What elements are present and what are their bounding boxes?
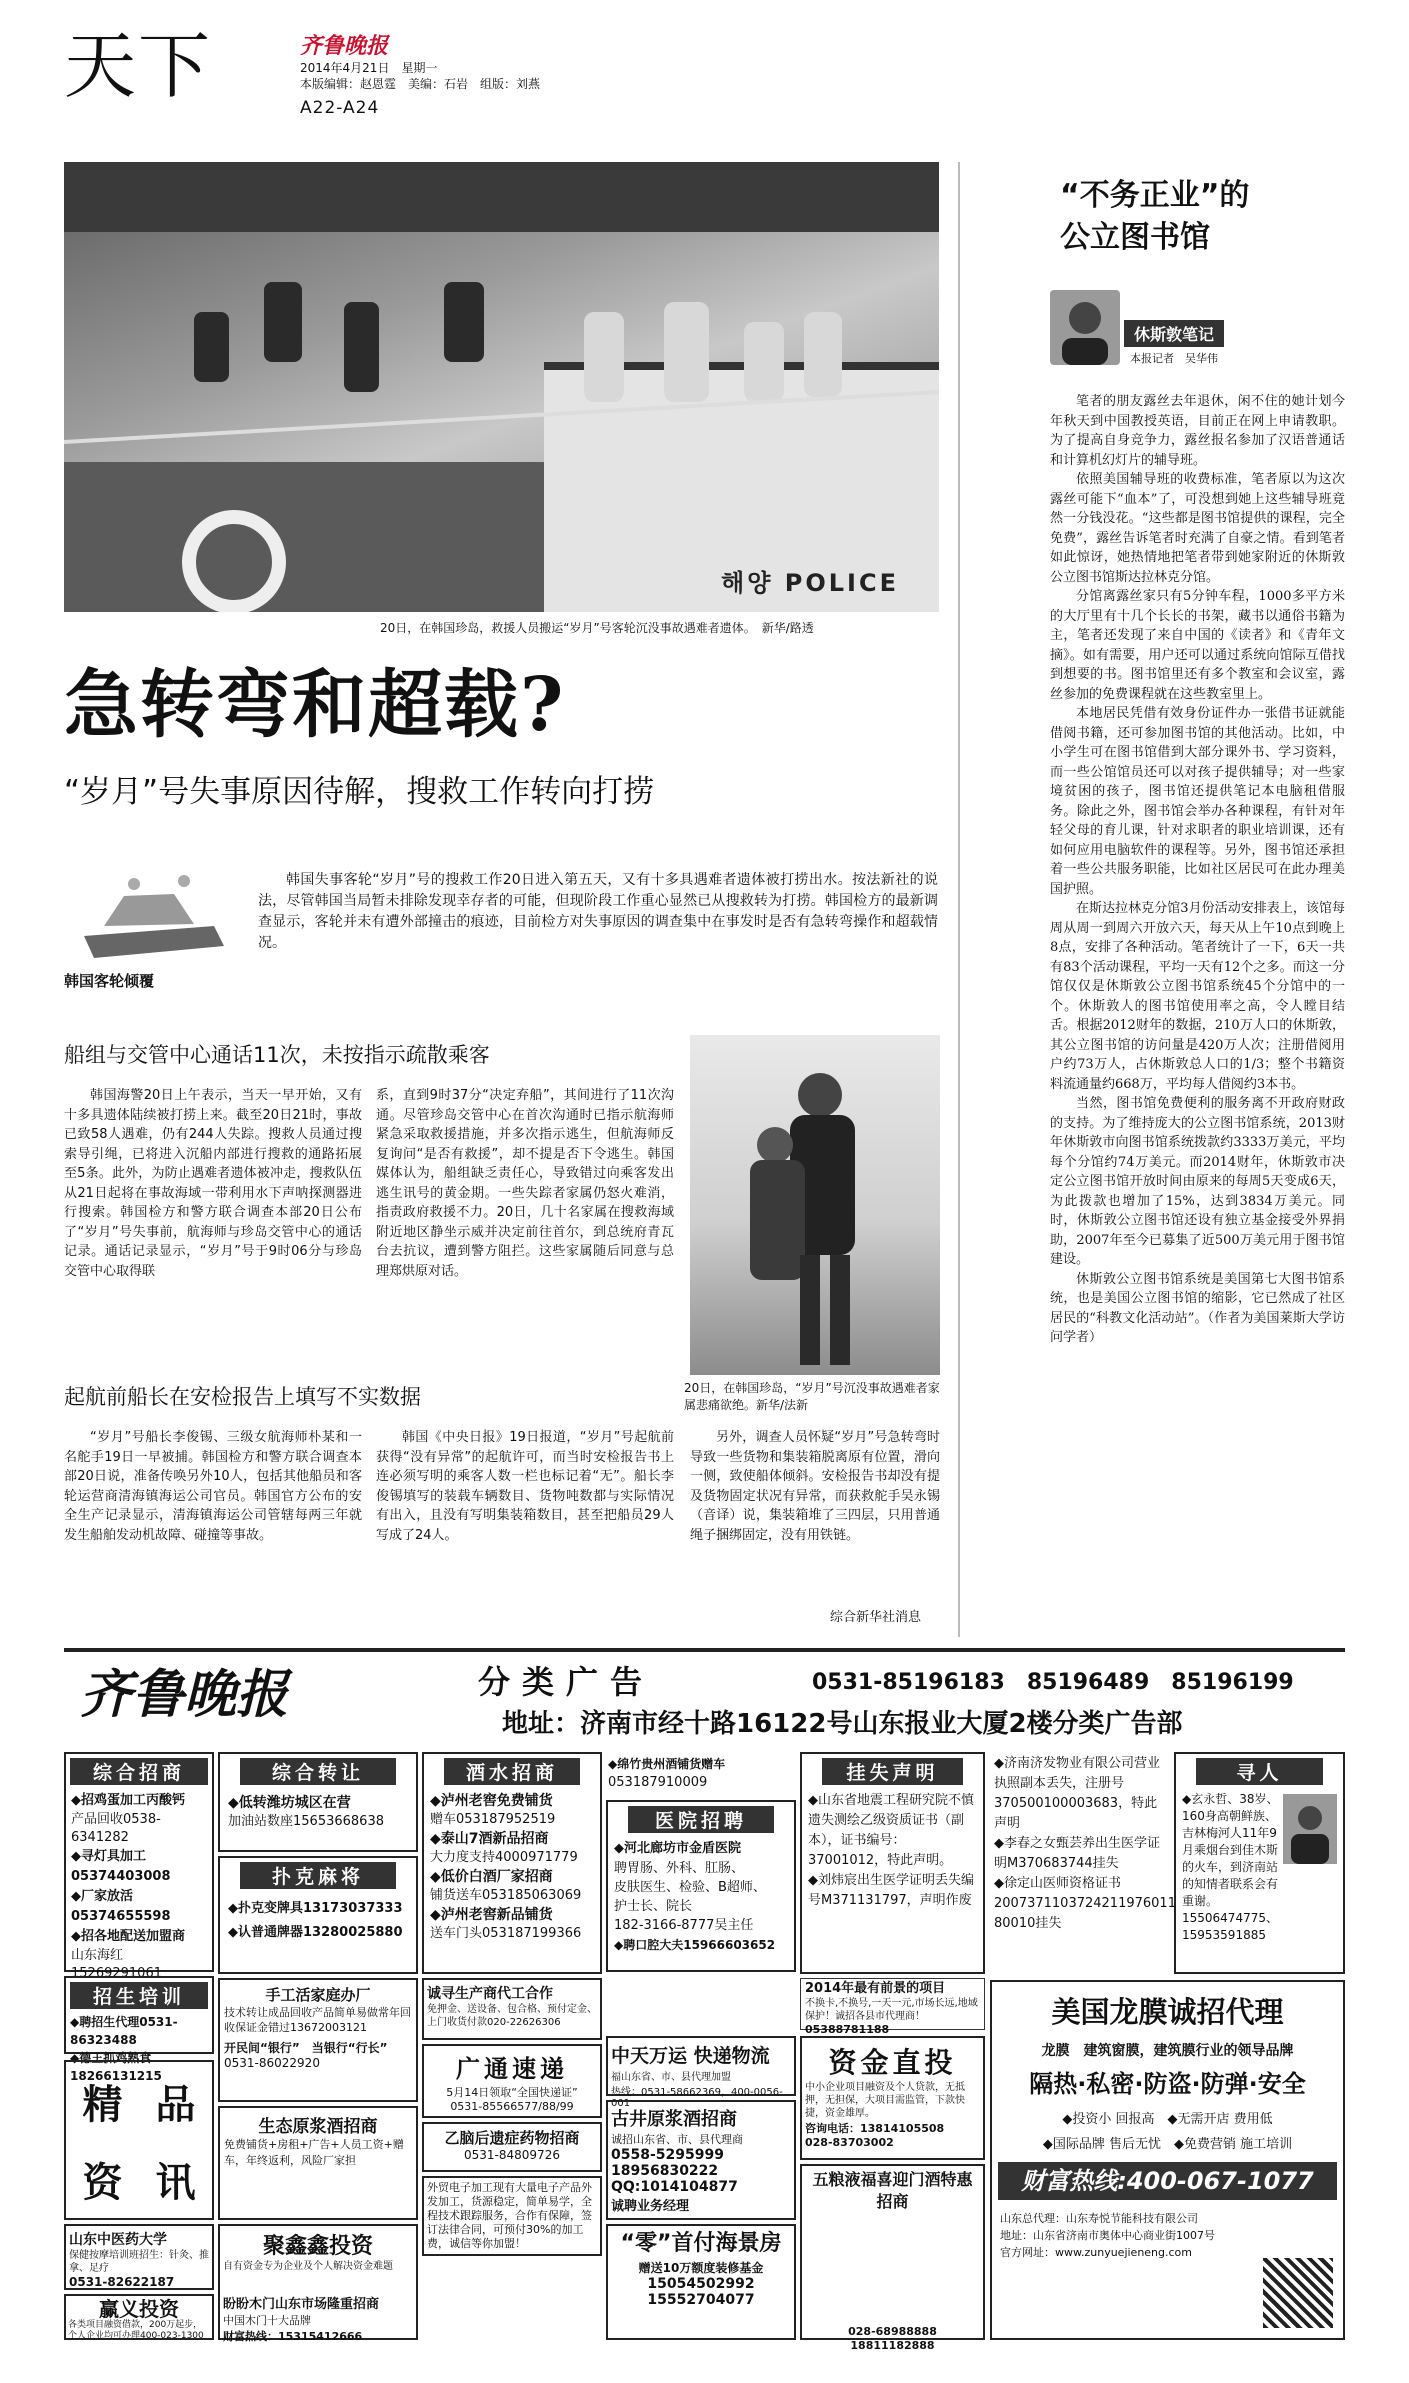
ad-line: ◆徐定山医师资格证书2007371103724211976011 80010挂失 <box>994 1876 1176 1931</box>
section2-col3: 另外，调查人员怀疑“岁月”号急转弯时导致一些货物和集装箱脱离原有位置，滑向一侧，致使船体倾斜。安检报告书却没有提及货物固定状况有异常，而获救舵手吴永锡（音译）说，集装箱堆了三四层，只用普通绳子捆绑固定，没有用铁链。 <box>690 1430 940 1543</box>
ad-line: 自有资金专为企业及个人解决资金难题 <box>223 2261 393 2272</box>
ad-guangtong <box>422 2044 602 2118</box>
section2-source: 综合新华社消息 <box>830 1610 922 1625</box>
ad-juxinxin <box>218 2224 418 2343</box>
ad-title: 资金直投 <box>828 2046 957 2079</box>
avatar-icon <box>1050 290 1120 365</box>
family-photo <box>690 1035 940 1375</box>
ad-mid-top <box>608 1754 796 1792</box>
editors-line: 本版编辑：赵恩霆 美编：石岩 组版：刘燕 <box>300 77 541 91</box>
ad-line: ◆玄永哲、38岁、160身高朝鲜族、吉林梅河人11年9月乘烟台到佳木斯的火车，到济南站的知情者联系会有重谢。15506474775、15953591885 <box>1182 1792 1279 1942</box>
ad-line: 中国木门十大品牌 <box>223 2314 311 2327</box>
ad-title: 2014年最有前景的项目 <box>805 1981 946 1996</box>
rescue-scene-illustration <box>64 162 939 612</box>
section2-heading: 起航前船长在安检报告上填写不实数据 <box>64 1385 421 1409</box>
ad-line: 山东海红15269291061 <box>71 1948 162 1981</box>
page-range: A22-A24 <box>300 98 380 118</box>
missing-person-photo <box>1283 1794 1337 1864</box>
ad-line: 182-3166-8777吴主任 <box>614 1918 754 1933</box>
ad-line: 大力度支持4000971779 <box>430 1850 578 1865</box>
ad-line: 028-83703002 <box>805 2136 894 2149</box>
right-column-body <box>1050 392 1345 1348</box>
ad-line: 保健按摩培训班招生：针灸、推拿、足疗 <box>69 2250 209 2274</box>
right-title-line1: “不务正业”的 <box>1060 178 1250 213</box>
ad-title: 广通速递 <box>456 2055 568 2083</box>
ad-yinao <box>422 2122 602 2172</box>
right-paragraph: 分馆离露丝家只有5分钟车程，1000多平方米的大厅里有十几个长长的书架，藏书以通俗书籍为主，笔者还发现了来自中国的《读者》和《青年文摘》。如有需要，用户还可以通过系统向馆际互借找到想要的书。图书馆里还有多个教室和会议室，露丝参加的免费课程就在这些教室里上。 <box>1050 589 1345 702</box>
ad-line: ◆招各地配送加盟商 <box>71 1929 185 1944</box>
ad-hotline: 财富热线:400-067-1077 <box>998 2162 1337 2200</box>
column-divider <box>958 162 960 1637</box>
ad-hospital <box>606 1800 796 1972</box>
column-name-badge: 休斯敦笔记 <box>1124 320 1224 347</box>
ad-kuaidi <box>606 2036 796 2109</box>
ad-title: 招生培训 <box>70 1982 208 2009</box>
ad-line: ◆河北廊坊市金盾医院 <box>614 1841 741 1856</box>
ad-line: ◆李春之女甄芸养出生医学证明M370683744挂失 <box>994 1836 1160 1871</box>
ad-title: 酒水招商 <box>444 1758 580 1785</box>
headline-title: 急转弯和超载? <box>64 662 566 748</box>
right-paragraph: 休斯敦公立图书馆系统是美国第七大图书馆系统，也是美国公立图书馆的缩影，它已然成了社区居民的“科教文化活动站”。（作者为美国莱斯大学访问学者） <box>1050 1271 1345 1345</box>
ad-line: 15054502992 <box>647 2276 755 2292</box>
ad-title: 手工活家庭办厂 <box>265 1986 371 2004</box>
right-paragraph: 在斯达拉林克分馆3月份活动安排表上，该馆每周从周一到周六开放六天，每天从上午10点到晚上8点，安排了各种活动。笔者统计了一下，6天一共有83个活动课程，平均一天有12个之多。而这一分馆仅仅是休斯敦公立图书馆系统45个分馆中的一个。休斯敦人的图书馆使用率之高，令人瞠目结舌。根据2012财年的数据，210万人口的休斯敦，其公立图书馆的访问量是420万人次；注册借阅用户约73万人，占休斯敦总人口的1/3；整个书籍资料流通量约668万，平均每人借阅约3本书。 <box>1050 901 1345 1092</box>
ad-address: 地址：济南市经十路16122号山东报业大厦2楼分类广告部 <box>502 1709 1183 1739</box>
ad-title: 盼盼木门山东市场隆重招商 <box>223 2297 380 2312</box>
ad-char: 资 <box>82 2159 123 2206</box>
inset-label: 韩国客轮倾覆 <box>64 972 155 990</box>
ad-line: 财富热线：15315412666 <box>223 2330 363 2343</box>
ad-title: 扑克麻将 <box>240 1862 396 1889</box>
ad-wuliangye <box>800 2164 985 2352</box>
ad-title: 生态原浆酒招商 <box>258 2117 378 2137</box>
ad-line: ◆绵竹贵州酒铺货赠车 <box>608 1757 726 1771</box>
ad-title: 五粮液福喜迎门酒特惠招商 <box>812 2170 973 2211</box>
ad-line: 聘胃肠、外科、肛肠、 <box>614 1861 745 1876</box>
section1-col1: 韩国海警20日上午表示，当天一早开始，又有十多具遗体陆续被打捞上来。截至20日21时，事故已致58人遇难，仍有244人失踪。搜救人员通过搜索导引绳，已将进入沉船内部进行搜救的通路拓展至5条。此外，为防止遇难者遗体被冲走，搜救队伍从21日起将在事故海域一带利用水下声呐探测器进行搜索。韩国检方和警方联合调查本部20日公布了“岁月”号失事前，航海师与珍岛交管中心的通话记录。通话记录显示，“岁月”号于9时06分与珍岛交管中心取得联 <box>64 1088 362 1279</box>
ad-liquor <box>422 1752 602 1974</box>
ad-zijin <box>800 2036 985 2160</box>
ad-title: 赢义投资 <box>99 2297 179 2321</box>
section1-col2: 系，直到9时37分“决定弃船”，其间进行了11次沟通。尽管珍岛交管中心在首次沟通时已指示航海师紧急采取救援措施，并多次指示逃生，但航海师反复询问“是否有救援”，却不提是否下令逃生。韩国媒体认为，船组缺乏责任心，导致错过向乘客发出逃生讯号的黄金期。一些失踪者家属仍怒火难消，指责政府救援不力。20日，几十名家属在搜救海域附近地区静坐示威并决定前往首尔，到总统府青瓦台去抗议，遭到警方阻拦。这些家属随后同意与总理郑烘原对话。 <box>376 1088 674 1279</box>
ad-line: 护士长、院长 <box>614 1899 693 1914</box>
ad-handwork <box>218 1978 418 2102</box>
ad-logo: 齐鲁晚报 <box>80 1664 289 1725</box>
right-paragraph: 当然，图书馆免费便利的服务离不开政府财政的支持。为了维持庞大的公立图书馆系统，2013财年休斯敦市向图书馆系统拨款约3333万美元，平均每个分馆约74万美元。而2014财年，休斯敦市决定公立图书馆开放时间由原来的每周5天变成6天，为此拨款也增加了15%，达到3834万美元。同时，休斯敦公立图书馆还设有独立基金接受外界捐助，2007年至今已募集了近500万美元用于图书馆建设。 <box>1050 1096 1345 1267</box>
ad-training <box>64 1976 214 2083</box>
ad-title: 开民间“银行” 当银行“行长” <box>224 2041 388 2055</box>
ad-line: 加油站数座15653668638 <box>228 1814 384 1829</box>
ad-waimao <box>422 2176 602 2256</box>
ad-line: ◆投资小 回报高 ◆无需开店 费用低 <box>1062 2112 1273 2127</box>
section1-heading: 船组与交管中心通话11次，未按指示疏散乘客 <box>64 1043 490 1067</box>
ad-title: 综合招商 <box>70 1758 208 1785</box>
ad-line: 赠车053187952519 <box>430 1812 556 1827</box>
ad-line: 赠送10万额度装修基金 <box>638 2261 764 2275</box>
ad-line: 诚聘业务经理 <box>611 2199 690 2214</box>
ad-line: 铺货送车053185063069 <box>430 1888 582 1903</box>
ad-title: 聚鑫鑫投资 <box>262 2234 373 2259</box>
ad-line: 送车门头053187199366 <box>430 1926 582 1941</box>
ad-line: ◆国际品牌 售后无忧 ◆免费营销 施工培训 <box>1042 2137 1293 2152</box>
ad-title: 医院招聘 <box>628 1806 774 1833</box>
ad-title: 中天万运 快递物流 <box>611 2045 770 2067</box>
ad-line: ◆厂家放活05374655598 <box>71 1889 171 1924</box>
ad-zero-downpayment <box>606 2224 796 2340</box>
ad-line: 0558-5295999 <box>611 2147 724 2163</box>
ad-recruit <box>64 1752 214 1981</box>
ad-line: 地址：山东省济南市奥体中心商业街1007号 <box>1000 2229 1215 2242</box>
section2-col2: 韩国《中央日报》19日报道，“岁月”号起航前获得“没有异常”的起航许可，而当时安检报告书上连必须写明的乘客人数一栏也标记着“无”。船长李俊锡填写的装载车辆数目、货物吨数都与实际情况有出入，且没有写明集装箱数目，甚至把船员29人写成了24人。 <box>376 1430 674 1543</box>
ad-missing-person <box>1174 1752 1345 1974</box>
ad-line: 产品回收0538-6341282 <box>71 1812 161 1845</box>
paper-logo: 齐鲁晚报 <box>300 33 389 59</box>
ad-zhongyi <box>64 2224 214 2290</box>
section2-col1: “岁月”号船长李俊锡、三级女航海师朴某和一名舵手19日一早被捕。韩国检方和警方联合调查本部20日说，准备传唤另外10人，包括其他船员和客轮运营商清海镇海运公司官员。韩国官方公布的安全生产记录显示，清海镇海运公司管辖每两三年就发生船舶发动机故障、碰撞等事故。 <box>64 1430 362 1543</box>
ad-lost-notice <box>800 1752 985 1974</box>
ad-line: 中小企业项目融资及个人贷款，无抵押，无担保，大项目需监管，下款快捷，资金雄厚。 <box>805 2082 965 2119</box>
ad-title: 山东中医药大学 <box>69 2232 167 2248</box>
ad-line: ◆聘口腔大夫15966603652 <box>614 1938 776 1952</box>
ad-line: ◆泰山7酒新品招商 <box>430 1831 549 1847</box>
ad-longmo <box>990 1980 1345 2340</box>
ad-char: 精 <box>82 2081 123 2128</box>
person-icon <box>1283 1794 1337 1864</box>
ad-line: 技术转让成品回收产品简单易做常年回收保证金错过13672003121 <box>224 2006 411 2034</box>
right-paragraph: 本地居民凭借有效身份证件办一张借书证就能借阅书籍，还可参加图书馆的其他活动。比如，中小学生可在图书馆借到大部分课外书、学习资料，而一些公馆馆员还可以对孩子提供辅导；对一些家境贫困的孩子，图书馆还提供笔记本电脑租借服务。除此之外，图书馆会举办各种课程，有针对年轻父母的育儿课，针对求职者的职业培训课，还有如何应用电脑软件的课程等。另外，图书馆还承担着一些公共服务职能，比如社区居民可在此办理美国护照。 <box>1050 706 1345 897</box>
ad-ecology <box>218 2106 418 2220</box>
inset-graphic <box>64 866 244 996</box>
right-paragraph: 笔者的朋友露丝去年退休，闲不住的她计划今年秋天到中国教授英语，目前正在网上申请教职。为了提高自身竞争力，露丝报名参加了汉语普通话和计算机幻灯片的辅导班。 <box>1050 394 1345 468</box>
ad-title: “零”首付海景房 <box>620 2231 782 2256</box>
ad-lost-notice-2 <box>990 1752 1176 1974</box>
ad-transfer <box>218 1752 418 1852</box>
ad-line: 各类项目融资借款，200万起步，个人企业均可办理400-023-1300 <box>68 2320 204 2341</box>
ad-top-rule <box>64 1648 1345 1652</box>
ad-line: 龙膜 建筑窗膜，建筑膜行业的领导品牌 <box>1041 2043 1294 2059</box>
ad-jingpin <box>64 2060 214 2220</box>
right-title-line2: 公立图书馆 <box>1060 220 1210 255</box>
ad-line: 山东总代理：山东寿悦节能科技有限公司 <box>1000 2212 1198 2225</box>
ad-line: 咨询电话：13814105508 <box>805 2122 945 2135</box>
ad-line: 热线：0531-58662369，400-0056-001 <box>611 2087 783 2109</box>
headline-subtitle: “岁月”号失事原因待解，搜救工作转向打捞 <box>64 774 655 810</box>
ad-line: 053187910009 <box>608 1775 708 1790</box>
right-paragraph: 依照美国辅导班的收费标准，笔者原以为这次露丝可能下“血本”了，可没想到她上这些辅导班竟然一分钱没花。“这些都是图书馆提供的课程，完全免费”，露丝告诉笔者时充满了自豪之情。看到笔者如此惊讶，她热情地把笔者带到她家附近的休斯敦公立图书馆斯达拉林克分馆。 <box>1050 472 1345 585</box>
ad-line: ◆泸州老窖免费铺货 <box>430 1793 553 1809</box>
main-photo <box>64 162 939 612</box>
section-header <box>64 26 294 106</box>
ad-line: ◆济南济发物业有限公司营业执照副本丢失，注册号370500100003683，特此声明 <box>994 1756 1160 1831</box>
capsized-ship-icon <box>64 866 244 966</box>
ad-line: ◆聘招生代理0531-86323488 <box>70 2015 178 2047</box>
ad-line: 不换卡,不换号,一天一元,市场长远,地域保护！诚招各县市代理商！ <box>805 1998 978 2022</box>
ad-title: 古井原浆酒招商 <box>611 2109 737 2130</box>
header-meta <box>300 32 660 120</box>
ad-title: 寻人 <box>1196 1758 1323 1785</box>
ad-project <box>800 1978 985 2036</box>
ad-line: ◆刘炜宸出生医学证明丢失编号M371131797，声明作废 <box>808 1873 974 1908</box>
ad-line: 免费铺货+房租+广告+人员工资+赠车，年终返利，风险厂家担 <box>224 2138 404 2167</box>
ad-line: 0531-84809726 <box>464 2148 560 2162</box>
ad-chengdao <box>422 1978 602 2040</box>
ad-line: ◆招鸡蛋加工丙酸钙 <box>71 1793 185 1808</box>
ad-title: 综合转让 <box>240 1758 396 1785</box>
ad-title: 美国龙膜诚招代理 <box>1051 1995 1284 2029</box>
ad-char: 讯 <box>155 2159 196 2206</box>
ad-line: 福山东省、市、县代理加盟 <box>611 2072 731 2083</box>
ad-yingyi <box>64 2294 214 2340</box>
ad-longmo-contact <box>992 2210 1242 2261</box>
ad-mahjong <box>218 1856 418 1974</box>
section-title: 天下 <box>64 24 213 108</box>
ad-line: 皮肤医生、检验、B超师、 <box>614 1880 766 1895</box>
lead-paragraph: 韩国失事客轮“岁月”号的搜救工作20日进入第五天，又有十多具遇难者遗体被打捞出水。按法新社的说法，尽管韩国当局暂未排除发现幸存者的可能，但现阶段工作重心显然已从搜救转为打捞。韩国检方的最新调查显示，客轮并未有遭外部撞击的痕迹，目前检方对失事原因的调查集中在事发时是否有急转弯操作和超载情况。 <box>258 872 938 951</box>
ad-gujing <box>606 2100 796 2220</box>
police-marking: 해양 POLICE <box>721 569 899 597</box>
main-photo-caption: 20日，在韩国珍岛，救援人员搬运“岁月”号客轮沉没事故遇难者遗体。 新华/路透 <box>380 621 814 635</box>
ad-line: ◆泸州老窖新品铺货 <box>430 1907 553 1923</box>
ad-phones: 0531-85196183 85196489 85196199 <box>812 1670 1294 1695</box>
qr-code-icon <box>1263 2258 1333 2328</box>
family-photo-caption: 20日，在韩国珍岛，“岁月”号沉没事故遇难者家属悲痛欲绝。新华/法新 <box>684 1381 940 1412</box>
ad-line: 诚招山东省、市、县代理商 <box>611 2133 743 2146</box>
ad-line: 5月14日领取“全国快递证” <box>446 2086 578 2099</box>
grieving-family-illustration <box>690 1035 940 1375</box>
ad-line: ◆山东省地震工程研究院不慎遗失测绘乙级资质证书（副本），证书编号：37001012，特此声明。 <box>808 1793 974 1868</box>
ad-line: ◆扑克变牌具13173037333 <box>228 1901 403 1916</box>
ad-line: QQ:1014104877 <box>611 2179 738 2195</box>
ad-line: 隔热·私密·防盗·防弹·安全 <box>1029 2070 1306 2098</box>
ad-line: 0531-86022920 <box>224 2056 320 2070</box>
ad-line: 15552704077 <box>647 2292 755 2308</box>
ad-section-title: 分类广告 <box>478 1663 655 1701</box>
ad-line: 0531-82622187 <box>69 2275 175 2289</box>
date-line: 2014年4月21日 星期一 <box>300 61 438 75</box>
reporter-line: 本报记者 吴华伟 <box>1130 352 1218 365</box>
ad-line: 外贸电子加工现有大量电子产品外发加工，货源稳定，简单易学，全程技术跟踪服务，合作有保障，签订法律合同，可预付30%的加工费，诚信等你加盟！ <box>427 2181 592 2250</box>
ad-line: 官方网址：www.zunyuejieneng.com <box>1000 2246 1193 2259</box>
reporter-avatar <box>1050 290 1120 365</box>
ad-line: ◆低价白酒厂家招商 <box>430 1869 553 1885</box>
ad-line: 0531-85566577/88/99 <box>450 2100 574 2113</box>
ad-line: 028-68988888 18811182888 <box>848 2325 948 2352</box>
ad-line: ◆认普通牌器13280025880 <box>228 1925 403 1940</box>
ad-line: 05388781188 <box>805 2023 890 2036</box>
ad-title: 乙脑后遗症药物招商 <box>444 2129 580 2147</box>
ad-line: ◆德王抓鸡熟食18266131215 <box>70 2051 162 2083</box>
ad-char: 品 <box>155 2081 196 2128</box>
ad-line: 免押金、送设备、包合格、预付定金、上门收货付款020-22626306 <box>427 2004 597 2028</box>
ad-line: ◆寻灯具加工05374403008 <box>71 1849 171 1884</box>
ad-title: 诚寻生产商代工合作 <box>427 1986 553 2002</box>
ad-line: ◆低转潍坊城区在营 <box>228 1795 351 1811</box>
ad-title: 挂失声明 <box>822 1758 963 1785</box>
ad-line: 18956830222 <box>611 2163 719 2179</box>
